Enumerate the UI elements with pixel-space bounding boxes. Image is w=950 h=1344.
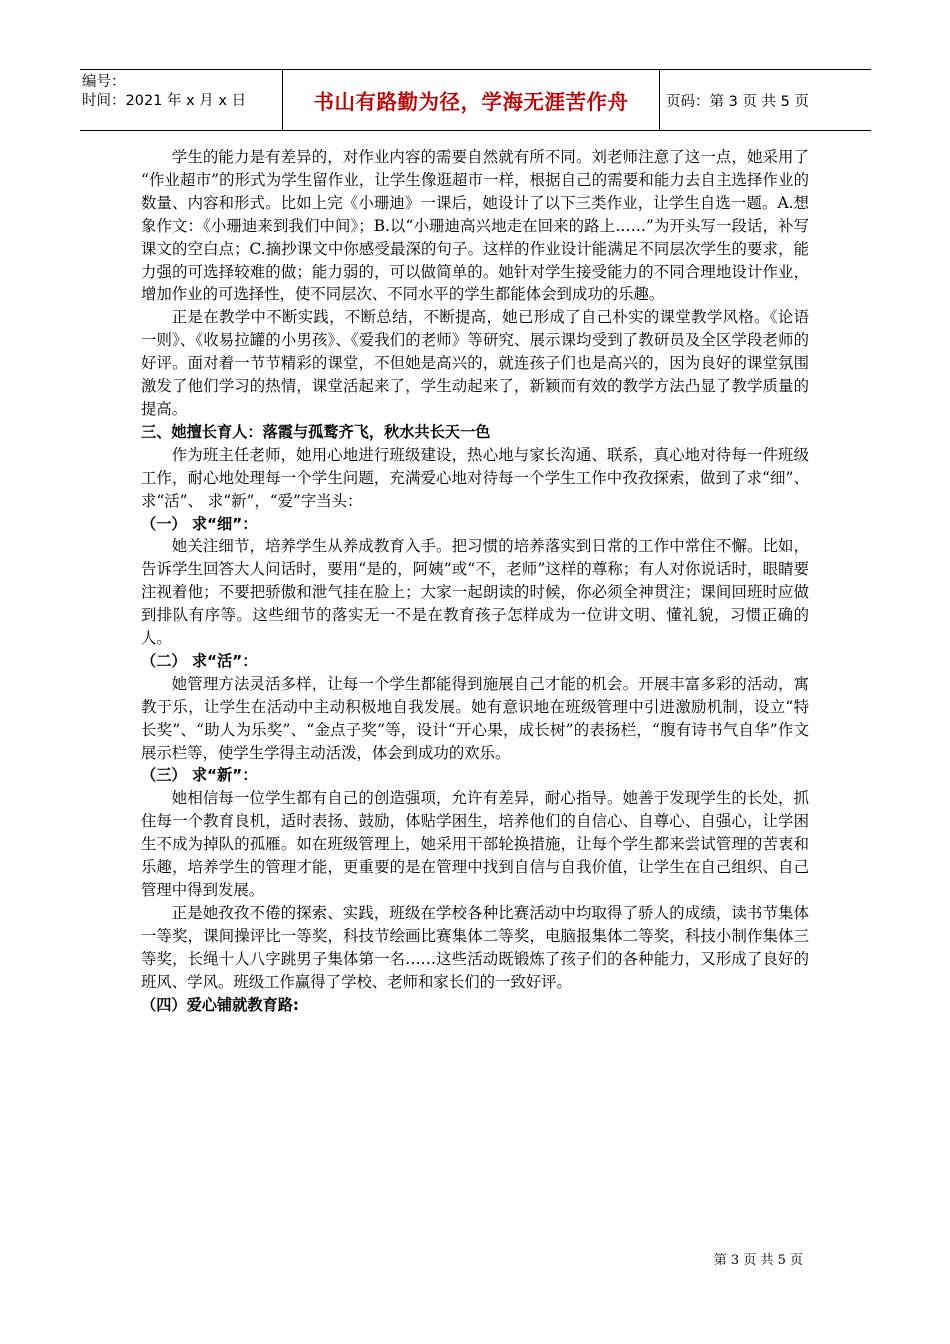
paragraph-achievements: 正是她孜孜不倦的探索、实践，班级在学校各种比赛活动中均取得了骄人的成绩，读书节集体一等奖，课间操评比一等奖，科技节绘画比赛集体二等奖，电脑报集体二等奖，科技小制作集体三等奖，长绳十人八字跳男子集体第一名……这些活动既锻炼了孩子们的各种能力，又形成了良好的班风、学风。班级工作赢得了学校、老师和家长们的一致好评。: [141, 903, 809, 991]
paragraph-homework-supermarket: 学生的能力是有差异的，对作业内容的需要自然就有所不同。刘老师注意了这一点，她采用了 “作业超市”的形式为学生留作业，让学生像逛超市一样，根据自己的需要和能力去自主选择作业的数量、内容和形式。比如上完《小珊迪》一课后，她设计了以下三类作业，让学生自选一题。A.想象作文：《小珊迪来到我们中间》；B.以“小珊迪高兴地走在回来的路上……”为开头写一段话，补写课文的空白点；C.摘抄课文中你感受最深的句子。这样的作业设计能满足不同层次学生的要求，能力强的可选择较难的做；能力弱的，可以做简单的。她针对学生接受能力的不同合理地设计作业，增加作业的可选择性，使不同层次、不同水平的学生都能体会到成功的乐趣。: [141, 148, 809, 304]
subheading-love: （四）爱心铺就教育路:: [141, 995, 299, 1014]
header-meta: [80, 70, 282, 130]
header-motto: 书山有路勤为径，学海无涯苦作舟: [282, 70, 660, 130]
subheading-detail: （一） 求“细”：: [141, 514, 258, 533]
document-number: 编号：: [82, 74, 126, 90]
document-date: 时间：2021 年 x 月 x 日: [82, 93, 247, 109]
paragraph-flexible: 她管理方法灵活多样，让每一个学生都能得到施展自己才能的机会。开展丰富多彩的活动，寓教于乐，让学生在活动中主动积极地自我发展。她有意识地在班级管理中引进激励机制，设立“特长奖”、“助人为乐奖”、“金点子奖”等，设计“开心果，成长树”的表扬栏，“腹有诗书气自华”作文展示栏等，使学生学得主动活泼，体会到成功的欢乐。: [141, 674, 809, 762]
page-footer: 第 3 页 共 5 页: [713, 1253, 803, 1268]
section-heading-3: 三、她擅长育人：落霞与孤鹜齐飞，秋水共长天一色: [141, 422, 491, 441]
page-header: [80, 69, 871, 131]
paragraph-new: 她相信每一位学生都有自己的创造强项，允许有差异，耐心指导。她善于发现学生的长处，抓住每一个教育良机，适时表扬、鼓励，体贴学困生，培养他们的自信心、自尊心、自强心，让学困生不成为掉队的孤雁。如在班级管理上，她采用干部轮换措施，让每个学生都来尝试管理的苦衷和乐趣，培养学生的管理才能，更重要的是在管理中找到自信与自我价值，让学生在自己组织、自己管理中得到发展。: [141, 789, 809, 899]
document-body: [141, 146, 809, 1016]
header-page-number: 页码：第 3 页 共 5 页: [666, 93, 809, 110]
paragraph-teaching-style: 正是在教学中不断实践，不断总结，不断提高，她已形成了自己朴实的课堂教学风格。《论语一则》、《收易拉罐的小男孩》、《爱我们的老师》等研究、展示课均受到了教研员及全区学段老师的好评。面对着一节节精彩的课堂，不但她是高兴的，就连孩子们也是高兴的，因为良好的课堂氛围激发了他们学习的热情，课堂活起来了，学生动起来了，新颖而有效的教学方法凸显了教学质量的提高。: [141, 308, 809, 418]
subheading-new: （三） 求“新”：: [141, 766, 258, 785]
paragraph-class-teacher: 作为班主任老师，她用心地进行班级建设，热心地与家长沟通、联系，真心地对待每一件班级工作，耐心地处理每一个学生问题，充满爱心地对待每一个学生工作中孜孜探索，做到了求“细”、 求“活”、 求“新”，“爱”字当头：: [141, 445, 809, 510]
subheading-flexible: （二） 求“活”：: [141, 651, 258, 670]
paragraph-detail: 她关注细节，培养学生从养成教育入手。把习惯的培养落实到日常的工作中常住不懈。比如，告诉学生回答大人问话时，要用“是的，阿姨”或“不，老师”这样的尊称；有人对你说话时，眼睛要注视着他；不要把骄傲和泄气挂在脸上；大家一起朗读的时候，你必须全神贯注；课间回班时应做到排队有序等。这些细节的落实无一不是在教育孩子怎样成为一位讲文明、懂礼貌，习惯正确的人。: [141, 537, 809, 648]
